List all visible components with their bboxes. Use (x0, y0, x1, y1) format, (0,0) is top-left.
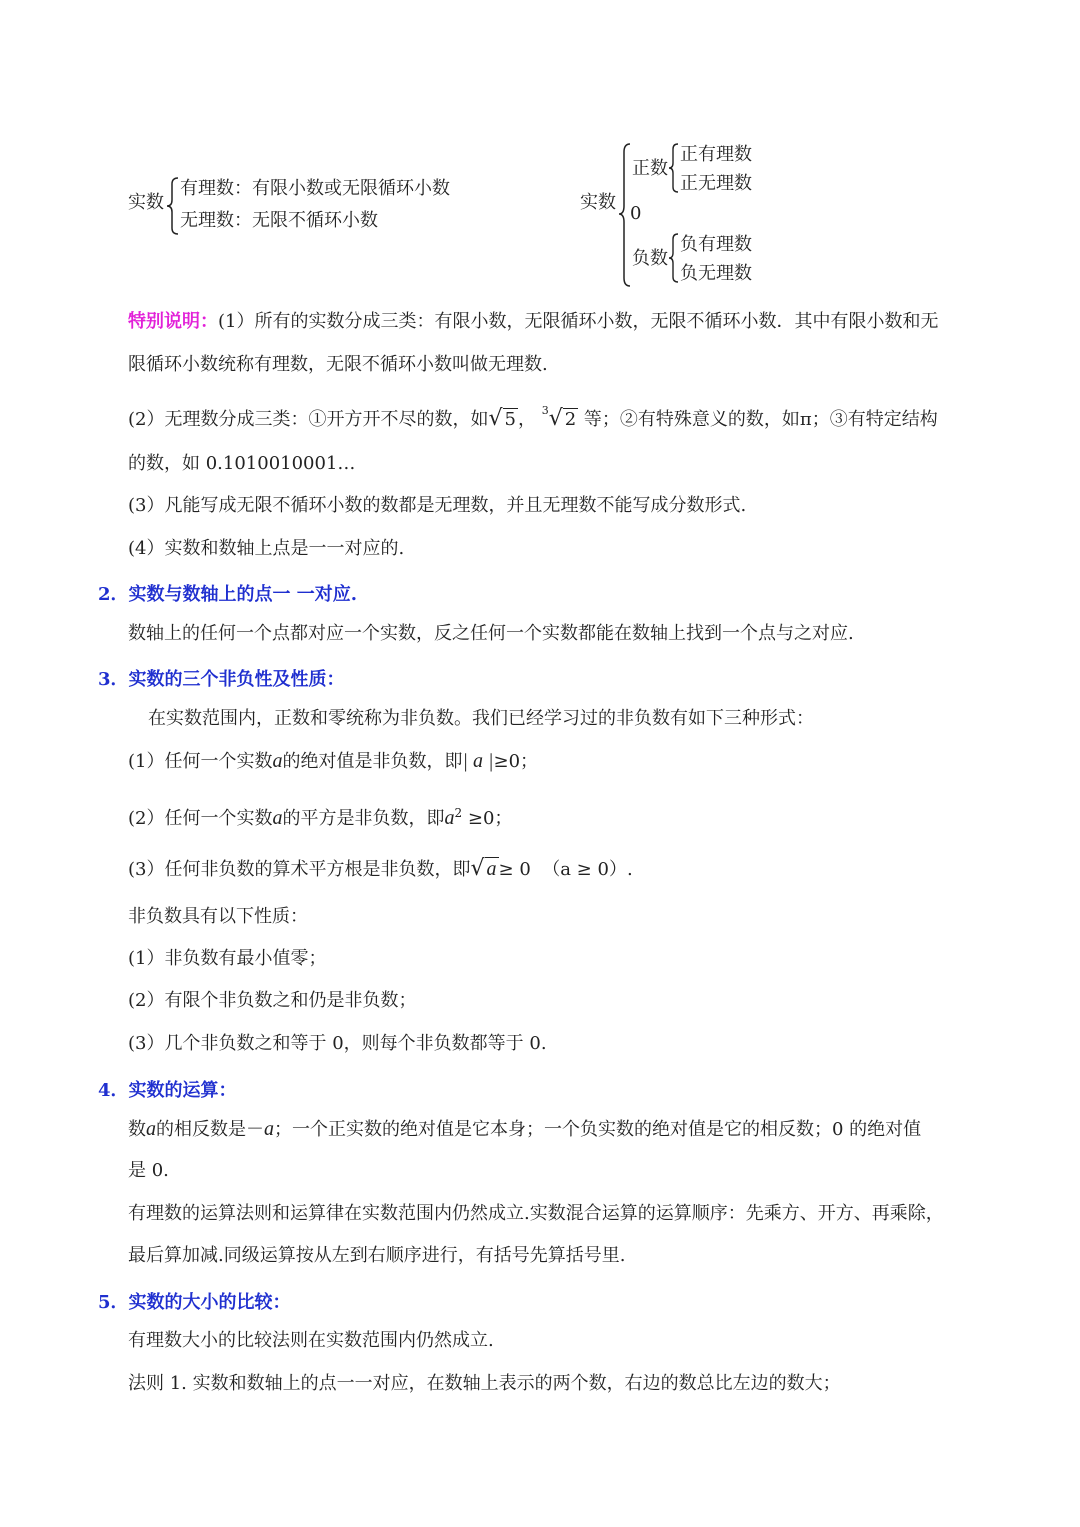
tree1-item-irrational: 无理数：无限不循环小数 (180, 210, 378, 231)
note-line-1 (128, 311, 938, 333)
form-2-text-a: (2）任何一个实数 (128, 808, 273, 829)
note-label: 特别说明： (128, 311, 218, 332)
note-p2-text-a: (2）无理数分成三类：①开方开不尽的数，如 (128, 409, 489, 430)
tree2-positive-irrational: 正无理数 (680, 173, 752, 194)
section-5-heading: 5．实数的大小的比较： (98, 1292, 291, 1313)
form-1-var: a (272, 750, 283, 772)
section-4-line-2: 是 0. (128, 1160, 169, 1181)
sqrt-5: √ 5 (488, 406, 516, 431)
section-5-line-1: 有理数大小的比较法则在实数范围内仍然成立. (128, 1330, 494, 1351)
note-p4: (4）实数和数轴上点是一一对应的. (128, 538, 405, 559)
sqrt-5-radicand: 5 (504, 409, 516, 430)
section-4-line-1 (128, 1118, 921, 1141)
form-3-text-c: （a ≥ 0）. (542, 859, 633, 880)
form-2-exponent: 2 (454, 806, 463, 820)
tree2-root: 实数 (580, 192, 616, 213)
note-p3: (3）凡能写成无限不循环小数的数都是无理数，并且无理数不能写成分数形式. (128, 495, 747, 516)
tree2-positive-rational: 正有理数 (680, 144, 752, 165)
section-4-heading: 4．实数的运算： (98, 1080, 237, 1101)
cbrt-index: 3 (541, 404, 549, 417)
sqrt-a: √ a (470, 856, 497, 881)
section-3-heading: 3．实数的三个非负性及性质： (98, 669, 345, 690)
section-3-form-2 (128, 802, 512, 830)
form-3-text-b: ≥ 0 (498, 859, 531, 880)
form-3-text-a: (3）任何非负数的算术平方根是非负数，即 (128, 859, 471, 880)
brace-icon (668, 142, 680, 194)
form-1-text-a: (1）任何一个实数 (128, 751, 273, 772)
note-p2-line-2: 的数，如 0.1010010001… (128, 453, 356, 474)
tree2-positive: 正数 (632, 158, 668, 179)
cbrt-2: $^3$√ 2 (541, 404, 577, 431)
note-p1-line-2: 限循环小数统称有理数，无限不循环小数叫做无理数. (128, 354, 548, 375)
s4-var-2: a (264, 1118, 274, 1140)
s4-var: a (146, 1118, 156, 1140)
note-p2-line-1 (128, 404, 938, 431)
sqrt-a-radicand: a (486, 858, 497, 880)
form-1-abs: | a | (462, 750, 494, 772)
section-5-line-2: 法则 1. 实数和数轴上的点一一对应，在数轴上表示的两个数，右边的数总比左边的数大； (128, 1373, 841, 1394)
s4-text-c: ；一个正实数的绝对值是它本身；一个负实数的绝对值是它的相反数；0 的绝对值 (274, 1119, 922, 1140)
tree1-item-rational: 有理数：有限小数或无限循环小数 (180, 178, 450, 199)
form-2-var: a (272, 807, 283, 829)
cbrt-2-radicand: 2 (564, 409, 577, 430)
section-3-form-3 (128, 858, 633, 881)
section-2-heading: 2．实数与数轴上的点一 一对应. (98, 584, 358, 605)
section-4-line-3: 有理数的运算法则和运算律在实数范围内仍然成立.实数混合运算的运算顺序：先乘方、开方、再乘除， (128, 1203, 944, 1224)
note-p1-text: (1）所有的实数分成三类：有限小数，无限循环小数，无限不循环小数．其中有限小数和无 (218, 311, 939, 332)
form-2-text-c: ≥0； (467, 808, 513, 829)
prop-1: (1）非负数有最小值零； (128, 948, 327, 969)
section-3-form-1 (128, 750, 538, 773)
form-1-text-c: ≥0； (493, 751, 539, 772)
s4-text-b: 的相反数是－ (156, 1119, 264, 1140)
brace-icon (166, 176, 180, 236)
tree2-negative-rational: 负有理数 (680, 234, 752, 255)
tree2-zero: 0 (630, 203, 642, 224)
prop-3: (3）几个非负数之和等于 0，则每个非负数都等于 0. (128, 1033, 547, 1054)
s4-text-a: 数 (128, 1119, 146, 1140)
note-p2-comma: ， (517, 409, 536, 430)
props-title: 非负数具有以下性质： (128, 906, 308, 927)
tree2-negative-irrational: 负无理数 (680, 263, 752, 284)
section-3-intro: 在实数范围内，正数和零统称为非负数。我们已经学习过的非负数有如下三种形式： (148, 708, 814, 729)
form-2-text-b: 的平方是非负数，即 (282, 808, 445, 829)
form-1-text-b: 的绝对值是非负数，即 (282, 751, 463, 772)
section-4-line-4: 最后算加减.同级运算按从左到右顺序进行，有括号先算括号里. (128, 1245, 626, 1266)
form-2-base: a (444, 807, 455, 829)
tree2-negative: 负数 (632, 248, 668, 269)
brace-icon (668, 232, 680, 284)
note-p2-text-b: 等；②有特殊意义的数，如π；③有特定结构 (583, 409, 938, 430)
section-2-body: 数轴上的任何一个点都对应一个实数，反之任何一个实数都能在数轴上找到一个点与之对应. (128, 623, 854, 644)
prop-2: (2）有限个非负数之和仍是非负数； (128, 990, 417, 1011)
tree1-root: 实数 (128, 192, 164, 213)
